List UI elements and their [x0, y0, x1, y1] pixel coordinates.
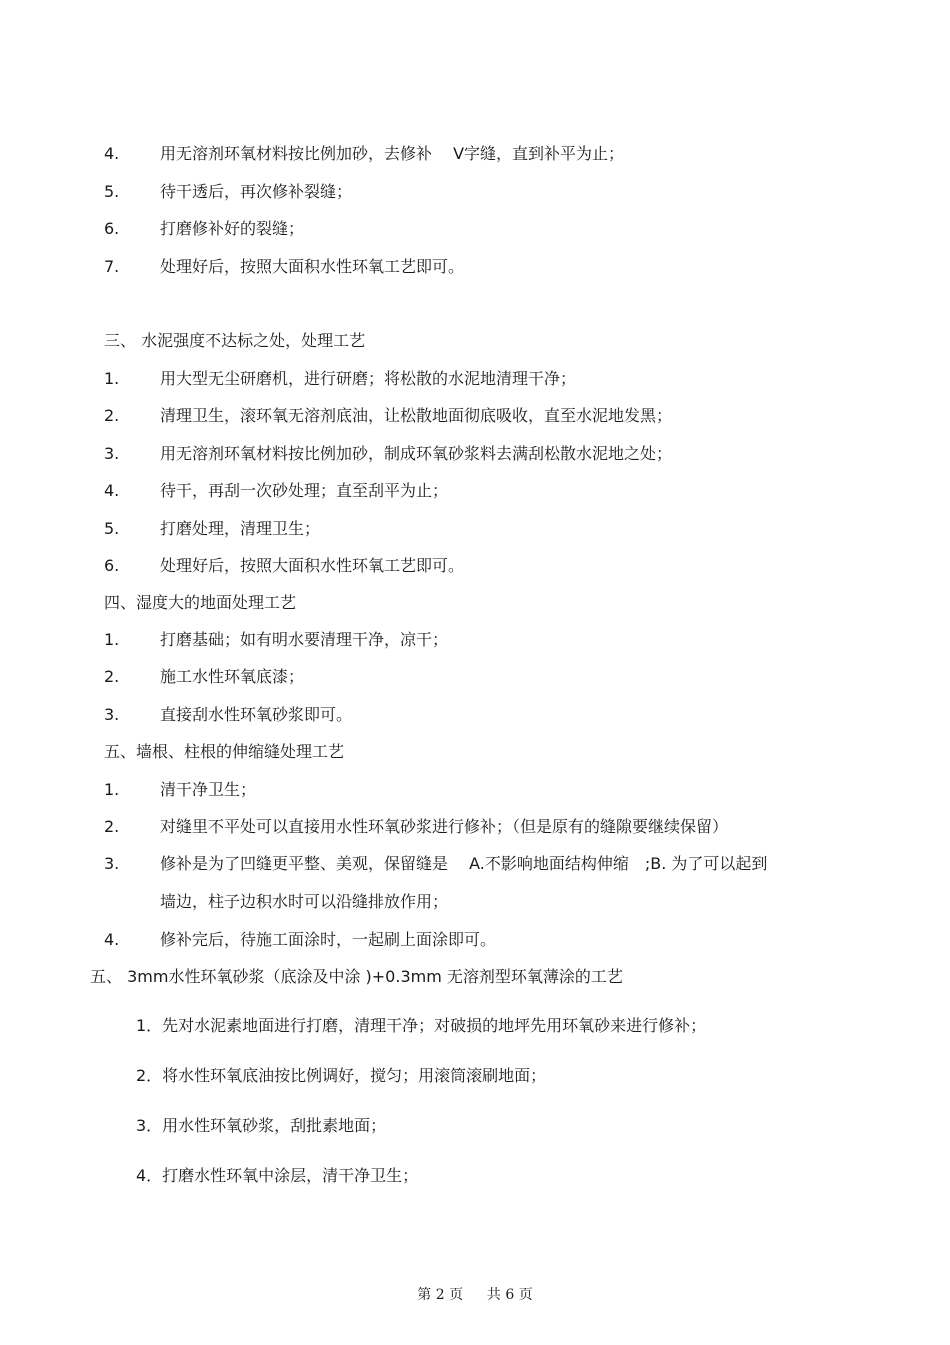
- item-text: 用无溶剂环氧材料按比例加砂，去修补 V字缝，直到补平为止；: [160, 144, 625, 163]
- item-text: 打磨基础；如有明水要清理干净，凉干；: [160, 630, 449, 649]
- item-number: 1.: [104, 369, 120, 388]
- item-number: 2.: [104, 817, 120, 836]
- item-text: 3．用水性环氧砂浆，刮批素地面；: [136, 1116, 387, 1135]
- section-title: 四、湿度大的地面处理工艺: [104, 593, 297, 612]
- item-number: 7.: [104, 257, 120, 276]
- item-text: 对缝里不平处可以直接用水性环氧砂浆进行修补；（但是原有的缝隙要继续保留）: [160, 817, 729, 836]
- item-text: 处理好后，按照大面积水性环氧工艺即可。: [160, 556, 465, 575]
- item-text: 施工水性环氧底漆；: [160, 667, 305, 686]
- item-number: 4.: [104, 481, 120, 500]
- item-text: 直接刮水性环氧砂浆即可。: [160, 705, 353, 724]
- item-number: 1.: [104, 630, 120, 649]
- item-number: 5.: [104, 519, 120, 538]
- item-number: 5.: [104, 182, 120, 201]
- item-number: 2.: [104, 406, 120, 425]
- item-text: 墙边，柱子边积水时可以沿缝排放作用；: [160, 892, 449, 911]
- page-number: 第 2 页: [417, 1287, 464, 1303]
- item-text: 2．将水性环氧底油按比例调好，搅匀；用滚筒滚刷地面；: [136, 1066, 547, 1085]
- section-title: 五、墙根、柱根的伸缩缝处理工艺: [104, 742, 345, 761]
- page-footer: [0, 1285, 950, 1305]
- item-number: 6.: [104, 219, 120, 238]
- item-text: 待干，再刮一次砂处理；直至刮平为止；: [160, 481, 449, 500]
- item-number: 6.: [104, 556, 120, 575]
- item-text: 1．先对水泥素地面进行打磨，清理干净；对破损的地坪先用环氧砂来进行修补；: [136, 1016, 707, 1035]
- section-title: 三、 水泥强度不达标之处，处理工艺: [104, 331, 366, 350]
- page-total: 共 6 页: [486, 1287, 533, 1303]
- item-text: 打磨修补好的裂缝；: [160, 219, 305, 238]
- item-text: 用大型无尘研磨机，进行研磨；将松散的水泥地清理干净；: [160, 369, 577, 388]
- item-number: 3.: [104, 444, 120, 463]
- item-text: 待干透后，再次修补裂缝；: [160, 182, 353, 201]
- item-text: 清干净卫生；: [160, 780, 257, 799]
- item-number: 4.: [104, 930, 120, 949]
- item-text: 修补完后，待施工面涂时，一起刷上面涂即可。: [160, 930, 497, 949]
- item-number: 4.: [104, 144, 120, 163]
- item-text: 用无溶剂环氧材料按比例加砂，制成环氧砂浆料去满刮松散水泥地之处；: [160, 444, 673, 463]
- item-text: 打磨处理，清理卫生；: [160, 519, 321, 538]
- section-title: 五、 3mm水性环氧砂浆（底涂及中涂 )+0.3mm 无溶剂型环氧薄涂的工艺: [90, 967, 623, 986]
- item-number: 2.: [104, 667, 120, 686]
- item-text: 4．打磨水性环氧中涂层，清干净卫生；: [136, 1166, 419, 1185]
- item-text: 处理好后，按照大面积水性环氧工艺即可。: [160, 257, 465, 276]
- item-text: 清理卫生，滚环氧无溶剂底油，让松散地面彻底吸收，直至水泥地发黑；: [160, 406, 673, 425]
- item-number: 1.: [104, 780, 120, 799]
- item-number: 3.: [104, 854, 120, 873]
- item-text: 修补是为了凹缝更平整、美观，保留缝是 A.不影响地面结构伸缩 ;B. 为了可以起到: [160, 854, 768, 873]
- item-number: 3.: [104, 705, 120, 724]
